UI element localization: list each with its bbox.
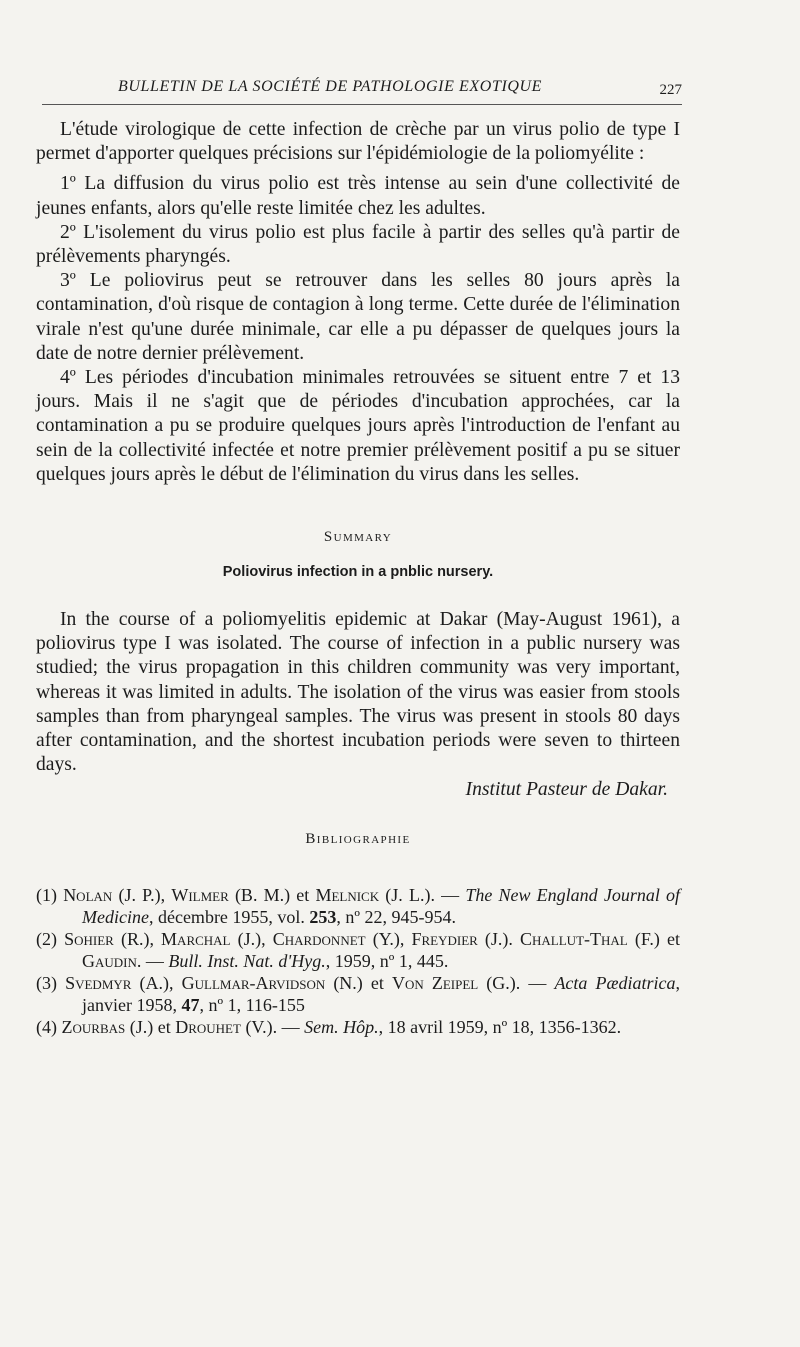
reference-number: (3)	[36, 973, 57, 994]
author-initials: (V.). —	[240, 1017, 305, 1038]
author-name: Nolan	[63, 885, 113, 906]
reference-details: , 18 avril 1959, nº 18, 1356-1362.	[378, 1017, 622, 1038]
reference-number: (1)	[36, 885, 57, 906]
volume-number: 47	[181, 995, 200, 1016]
reference-details: , nº 22, 945-954.	[336, 907, 456, 928]
author-name: Challut-Thal	[520, 929, 628, 950]
intro-paragraph: L'étude virologique de cette infection de crèche par un virus polio de type I permet d'apporter quelques précisions sur l'épidémiologie de la poliomyélite :	[36, 119, 680, 165]
reference-number: (4)	[36, 1017, 57, 1038]
author-name: Freydier	[411, 929, 478, 950]
reference-2	[36, 928, 680, 972]
running-title: BULLETIN DE LA SOCIÉTÉ DE PATHOLOGIE EXOTIQUE	[118, 78, 543, 95]
author-initials: (N.) et	[325, 973, 392, 994]
running-header	[42, 70, 682, 105]
reference-details: , 1959, nº 1, 445.	[325, 951, 449, 972]
reference-details: , décembre 1955, vol.	[148, 907, 310, 928]
author-name: Chardonnet	[272, 929, 366, 950]
summary-subtitle: Poliovirus infection in a pnblic nursery.	[222, 564, 494, 581]
author-name: Gaudin	[82, 951, 137, 972]
author-name: Melnick	[315, 885, 380, 906]
page-number: 227	[659, 82, 682, 98]
author-initials: (B. M.) et	[228, 885, 316, 906]
author-name: Svedmyr	[65, 973, 132, 994]
point-1: 1º La diffusion du virus polio est très intense au sein d'une collectivité de jeunes enfants, alors qu'elle reste limitée chez les adultes.	[36, 173, 680, 219]
reference-4	[36, 1016, 680, 1038]
author-name: Gullmar-Arvidson	[181, 973, 326, 994]
reference-number: (2)	[36, 929, 57, 950]
reference-details: , janvier 1958,	[82, 973, 681, 1016]
author-initials: (R.),	[113, 929, 162, 950]
author-initials: . —	[136, 951, 169, 972]
journal-title: Acta Pædiatrica	[554, 973, 676, 994]
article-body	[36, 118, 680, 1038]
journal-title: Bull. Inst. Nat. d'Hyg.	[168, 951, 326, 972]
author-initials: (G.). —	[478, 973, 555, 994]
volume-number: 253	[309, 907, 337, 928]
author-initials: (J. P.),	[112, 885, 172, 906]
author-initials: (J.) et	[125, 1017, 176, 1038]
institution-signature: Institut Pasteur de Dakar.	[465, 779, 668, 801]
author-name: Zourbas	[61, 1017, 126, 1038]
reference-3	[36, 972, 680, 1016]
author-name: Marchal	[161, 929, 231, 950]
author-name: Drouhet	[175, 1017, 241, 1038]
point-3: 3º Le poliovirus peut se retrouver dans les selles 80 jours après la contamination, d'où risque de contagion à long terme. Cette durée de l'élimination virale n'est qu'une durée minimale, car elle a pu dépasser de quelques jours la date de notre dernier prélèvement.	[36, 270, 680, 364]
author-name: Von Zeipel	[391, 973, 479, 994]
journal-title: Sem. Hôp.	[304, 1017, 379, 1038]
author-initials: (A.),	[131, 973, 182, 994]
reference-details: , nº 1, 116-155	[199, 995, 305, 1016]
point-2: 2º L'isolement du virus polio est plus facile à partir des selles qu'à partir de prélèvements pharyngés.	[36, 221, 680, 268]
reference-1	[36, 884, 680, 928]
author-initials: (J.),	[230, 929, 273, 950]
author-initials: (J.).	[477, 929, 521, 950]
journal-title: The New England Journal of Medicine	[82, 885, 680, 928]
author-initials: (J. L.). —	[379, 885, 466, 906]
author-name: Wilmer	[171, 885, 229, 906]
summary-heading: Summary	[323, 529, 393, 546]
reference-list	[36, 884, 680, 1038]
author-initials: (Y.),	[365, 929, 412, 950]
summary-text: In the course of a poliomyelitis epidemic at Dakar (May-August 1961), a poliovirus type I was isolated. The course of infection in a public nursery was studied; the virus propagation in this children community was very important, whereas it was limited in adults. The isolation of the virus was easier from stools samples than from pharyngeal samples. The virus was present in stools 80 days after contamination, and the shortest incubation periods were seven to thirteen days.	[36, 609, 680, 776]
author-initials: (F.) et	[627, 929, 680, 950]
author-name: Sohier	[64, 929, 114, 950]
bibliography-heading: Bibliographie	[305, 831, 411, 848]
point-4: 4º Les périodes d'incubation minimales retrouvées se situent entre 7 et 13 jours. Mais il ne s'agit que de périodes d'incubation approchées, car la contamination a pu se produire quelques jours après l'introduction de l'enfant au sein de la collectivité infectée et notre premier prélèvement positif a pu se situer quelques jours après le début de l'élimination du virus dans les selles.	[36, 367, 680, 485]
